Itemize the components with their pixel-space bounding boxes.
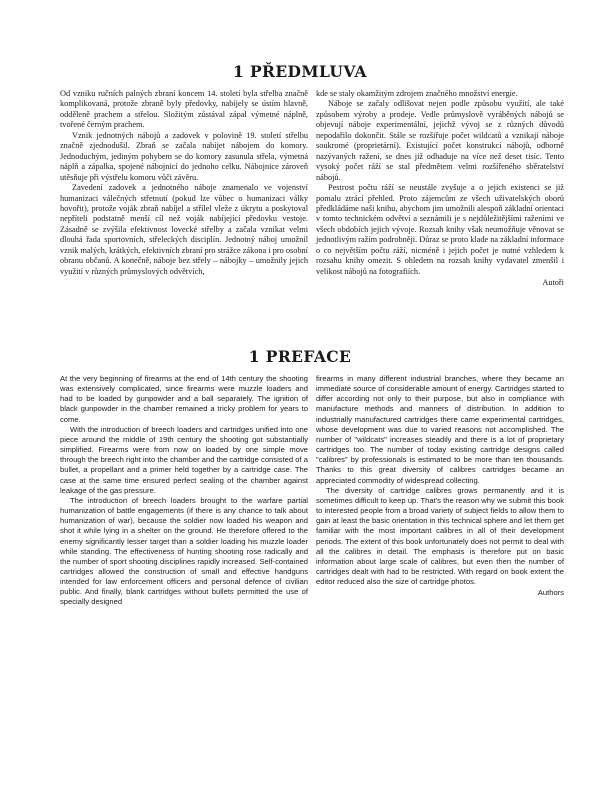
czech-paragraph-3-continued: kde se staly okamžitým zdrojem značného množství energie.	[316, 89, 518, 98]
czech-paragraph-1: Od vzniku ručních palných zbraní koncem 14. století byla střelba značně komplikovaná, protože zbraně byly předovky, nabíjely se ústím hlavně, odděleně prachem a střelou. Složitým zůstával zápal výmetné náplně, tvořené černým prachem.	[60, 89, 308, 130]
english-paragraph-3-continued: firearms in many different industrial branches, where they became an immediate source of considerable amount of energy. Cartridges started to differ according not only to their purpose, but also in compliance with manufacture methods and manners of distribution. In addition to industrially manufactured cartridges there came experimental cartridges, whose development was due to varied reasons not accomplished. The number of "wildcats" increases steadily and there is a lot of proprietary cartridges too. The number of today existing cartridge designs called "calibres" by professionals is estimated to be more than ten thousands. Thanks to this great diversity of calibres cartridges became an appreciated commodity of widespread collecting.	[316, 374, 564, 485]
czech-paragraph-3: Zavedení zadovek a jednotného náboje znamenalo ve vojenství humanizaci válečných střetnutí (pokud lze vůbec o humanizaci války hovořit), protože voják zbraň nabíjel a střílel vleže z úkrytu a poskytoval nepříteli podstatně menší cíl než voják nabíjející předovku vestoje. Zásadně se zvýšila efektivnost lovecké střelby a začala vznikat velmi dlouhá řada sportovních, střeleckých disciplín. Jednotný náboj umožnil vznik malých, krátkých, efektivních zbraní pro strážce zákona i pro osobní obranu občanů. A konečně, náboje bez střely – nábojky – umožnily jejich využití v různých průmyslových odvětvích,	[60, 183, 308, 276]
english-right-column	[316, 374, 564, 598]
english-paragraph-2: With the introduction of breech loaders and cartridges unified into one piece around the middle of 19th century the shooting got substantially simplified. Firearms were from now on loaded by one simple move through the breech right into the chamber and the cartridge consisted of a bullet, a propellant and a primer held together by a cartridge case. The case at the same time ensured perfect sealing of the chamber against leakage of the gas pressure.	[60, 424, 308, 495]
czech-left-column	[60, 89, 308, 277]
english-section-title: 1 PREFACE	[248, 347, 352, 366]
czech-right-column	[316, 89, 564, 289]
english-paragraph-1: At the very beginning of firearms at the end of 14th century the shooting was extensively complicated, since firearms were muzzle loaders and had to be loaded by gunpowder and a ball separately. The ignition of black gunpowder in the chamber remained a tricky problem for years to come.	[60, 374, 308, 424]
english-left-column	[60, 374, 308, 608]
czech-paragraph-4: Náboje se začaly odlišovat nejen podle způsobu využití, ale také způsobem výroby a prodeje. Vedle průmyslově vyráběných nábojů se objevují náboje experimentální, jejichž vývoj se z různých důvodů nepodařilo dokončit. Stále se rozšiřuje počet wildcatů a vznikají náboje soukromé (proprietární). Existující počet konstrukcí nábojů, odborně nazývaných ražení, se dnes již odhaduje na více než deset tisíc. Tento vysoký počet ráží se stal předmětem velmi rozšířeného sběratelství nábojů.	[316, 99, 564, 182]
czech-signature: Autoři	[542, 278, 564, 288]
english-signature: Authors	[537, 588, 564, 598]
czech-paragraph-5: Pestrost počtu ráží se neustále zvyšuje a o jejich existenci se již pomalu ztrácí přehled. Proto zájemcům ze všech uživatelských oborů předkládáme naši knihu, abychom jim umožnili alespoň základní orientaci v tomto technickém odvětví a seznámili je s nejdůležitějšími raženími ve všech obdobích jejich vývoje. Rozsah knihy však neumožňuje věnovat se jednotlivým ražím podrobněji. Důraz se proto klade na základní informace o co největším počtu ráží, nicméně i jejich počet je nutné vzhledem k rozsahu knihy omezit. S ohledem na rozsah knihy vydavatel zmenšil i velikost nábojů na fotografiích.	[316, 183, 564, 276]
english-paragraph-3: The introduction of breech loaders brought to the warfare partial humanization of battle engagements (if there is any chance to talk about humanization of war), because the soldier now loaded his weapon and shot it while lying in a shelter on the ground. He therefore offered to the enemy significantly lesser target than a soldier loading his muzzle loader while standing. The effectiveness of hunting shooting rose radically and the number of sport shooting disciplines rapidly increased. Self-contained cartridges allowed the construction of small and effective handguns intended for law enforcement officers and personal defence of civilian public. And finally, blank cartridges without bullets permitted the use of specially designed	[60, 495, 308, 607]
english-paragraph-4: The diversity of cartridge calibres grows permanently and it is sometimes difficult to keep up. That's the reason why we submit this book to interested people from a broad variety of subject fields to allow them to gain at least the basic orientation in this technical sphere and let them get familiar with the most important calibres in all of their development periods. The extent of this book unfortunately does not permit to deal with all the calibres in detail. The emphasis is therefore put on basic information about large scale of calibres, but even then the number of cartridges dealt with had to be restricted. With regard on book extent the editor reduced also the size of cartridge photos.	[316, 485, 564, 587]
czech-paragraph-2: Vznik jednotných nábojů a zadovek v polovině 19. století střelbu značně zjednodušil. Zbraň se začala nabíjet nábojem do komory. Jednoduchým, jediným pohybem se do komory zasunula střela, výmetná náplň a zápalka, spojené nábojnicí do jednoho celku. Nábojnice zároveň utěsňuje při výstřelu komoru vůči závěru.	[60, 130, 308, 182]
czech-section-title: 1 PŘEDMLUVA	[233, 62, 367, 81]
